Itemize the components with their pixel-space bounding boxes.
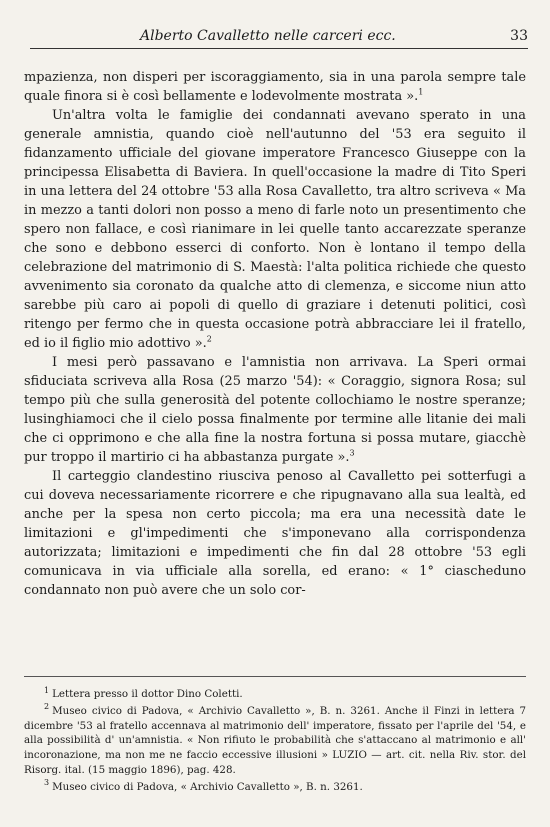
footnote-reference: 1	[418, 87, 424, 97]
footnotes	[24, 676, 526, 797]
running-title: Alberto Cavalletto nelle carceri ecc.	[140, 28, 396, 44]
footnote: $^2$ Museo civico di Padova, « Archivio Cavalletto », B. n. 3261. Anche il Finzi in lettera 7 dicembre '53 al fratello accennava al matrimonio dell' imperatore, fissato per l'aprile del '54, e alla possibilità d' un'amnistia. « Non rifiuto le probabilità che s'attaccano al matrimonio e all' incoronazione, ma non me ne faccio eccessive illusioni » LUZIO — art. cit. nella Riv. stor. del Risorg. ital. (15 maggio 1896), pag. 428.	[24, 702, 526, 776]
paragraph: Un'altra volta le famiglie dei condannati avevano sperato in una generale amnistia, quando cioè nell'autunno del '53 era seguito il fidanzamento ufficiale del giovane imperatore Francesco Giuseppe con la principessa Elisabetta di Baviera. In quell'occasione la madre di Tito Speri in una lettera del 24 ottobre '53 alla Rosa Cavalletto, tra altro scriveva « Ma in mezzo a tanti dolori non posso a meno di farle noto un presentimento che spero non fallace, e così rianimare in lei quelle tanto accarezzate speranze che sono e debbono esserci di conforto. Non è lontano il tempo della celebrazione del matrimonio di S. Maestà: l'alta politica richiede che questo avvenimento sia coronato da qualche atto di clemenza, e siccome niun atto sarebbe più caro ai popoli di quello di graziare i detenuti politici, così ritengo per fermo che in questa occasione potrà abbracciare lei il fratello, ed io il figlio mio adottivo ».$^2$	[24, 108, 526, 351]
page-number: 33	[510, 28, 528, 44]
page-header	[30, 24, 528, 49]
footnote-reference: 2	[206, 334, 212, 344]
paragraph: Il carteggio clandestino riusciva penoso al Cavalletto pei sotterfugi a cui doveva necessariamente ricorrere e che ripugnavano alla sua lealtà, ed anche per la spesa non certo piccola; ma era una necessità date le limitazioni e gl'impedimenti che s'imponevano alla corrispondenza autorizzata; limitazioni e impedimenti che fin dal 28 ottobre '53 egli comunicava in via ufficiale alla sorella, ed erano: « 1° ciascheduno condannato non può avere che un solo cor-	[24, 469, 526, 598]
paragraph: mpazienza, non disperi per iscoraggiamento, sia in una parola sempre tale quale finora si è così bellamente e lodevolmente mostrata ».$^1$	[24, 70, 526, 104]
footnote: $^1$ Lettera presso il dottor Dino Coletti.	[44, 685, 243, 700]
paragraph: I mesi però passavano e l'amnistia non arrivava. La Speri ormai sfiduciata scriveva alla Rosa (25 marzo '54): « Coraggio, signora Rosa; sul tempo più che sulla generosità del potente collochiamo le nostre speranze; lusinghiamoci che il cielo possa finalmente por termine alle litanie dei mali che ci opprimono e che alla fine la nostra fortuna si possa mutare, giacchè pur troppo il martirio ci ha abbastanza purgate ».$^3$	[24, 355, 526, 465]
footnote: $^3$ Museo civico di Padova, « Archivio Cavalletto », B. n. 3261.	[44, 778, 363, 793]
footnote-reference: 3	[349, 448, 355, 458]
body-text	[24, 68, 526, 600]
